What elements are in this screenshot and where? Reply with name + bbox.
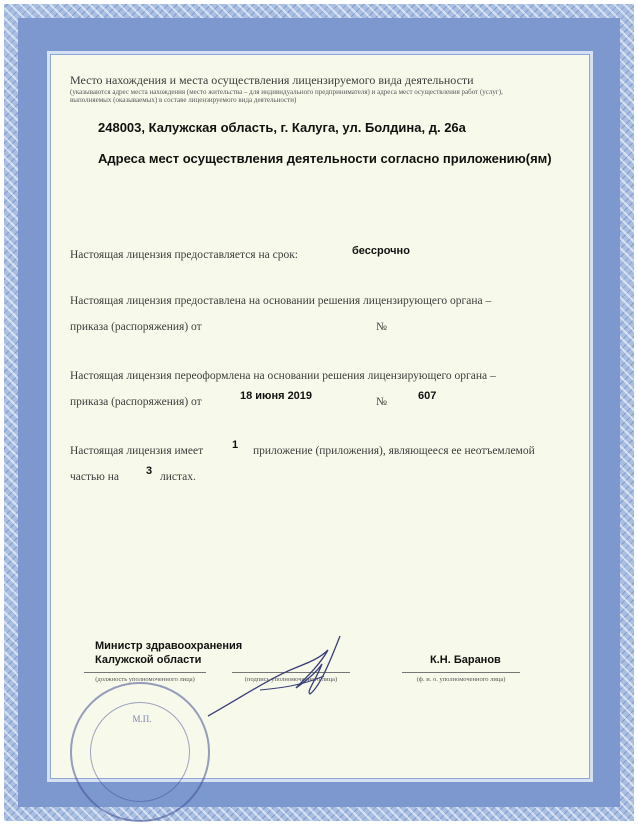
appendix-line2-prefix: частью на — [70, 471, 119, 483]
basis-line1: Настоящая лицензия предоставлена на основании решения лицензирующего органа – — [70, 295, 492, 307]
address: 248003, Калужская область, г. Калуга, ул. Болдина, д. 26а — [98, 120, 466, 135]
section-title: Место нахождения и места осуществления лицензируемого вида деятельности — [70, 73, 474, 87]
section-note-line1: (указываются адрес места нахождения (место жительства – для индивидуального предпринимателя) и адреса мест осуществления работ (услуг), — [70, 88, 503, 96]
appendix-suffix: приложение (приложения), являющееся ее неотъемлемой — [253, 445, 535, 457]
addresses-note: Адреса мест осуществления деятельности согласно приложению(ям) — [98, 151, 552, 166]
name-rule — [402, 672, 520, 673]
term-value: бессрочно — [352, 245, 410, 257]
appendix-line2-suffix: листах. — [160, 471, 196, 483]
reissue-line2: приказа (распоряжения) от — [70, 396, 202, 408]
stamp-mark: М.П. — [132, 714, 152, 724]
reissue-number: 607 — [418, 390, 437, 402]
section-note-line2: выполняемых (оказываемых) в составе лицензируемого вида деятельности) — [70, 96, 297, 104]
basis-number-sign: № — [376, 321, 387, 333]
position-caption: (должность уполномоченного лица) — [95, 676, 195, 683]
official-stamp — [70, 682, 210, 822]
term-label: Настоящая лицензия предоставляется на срок: — [70, 249, 298, 261]
appendix-sheets: 3 — [146, 465, 153, 477]
signer-position-line1: Министр здравоохранения — [95, 640, 243, 652]
appendix-count: 1 — [232, 439, 239, 451]
signature-caption: (подпись уполномоченного лица) — [244, 676, 338, 683]
reissue-date: 18 июня 2019 — [240, 390, 313, 402]
name-caption: (ф. и. о. уполномоченного лица) — [416, 676, 506, 683]
handwritten-signature — [200, 628, 360, 728]
appendix-prefix: Настоящая лицензия имеет — [70, 445, 204, 457]
reissue-line1: Настоящая лицензия переоформлена на основании решения лицензирующего органа – — [70, 370, 496, 382]
signer-position-line2: Калужской области — [95, 654, 202, 666]
basis-line2: приказа (распоряжения) от — [70, 321, 202, 333]
position-rule — [84, 672, 206, 673]
reissue-number-sign: № — [376, 396, 387, 408]
signer-name: К.Н. Баранов — [430, 654, 501, 666]
